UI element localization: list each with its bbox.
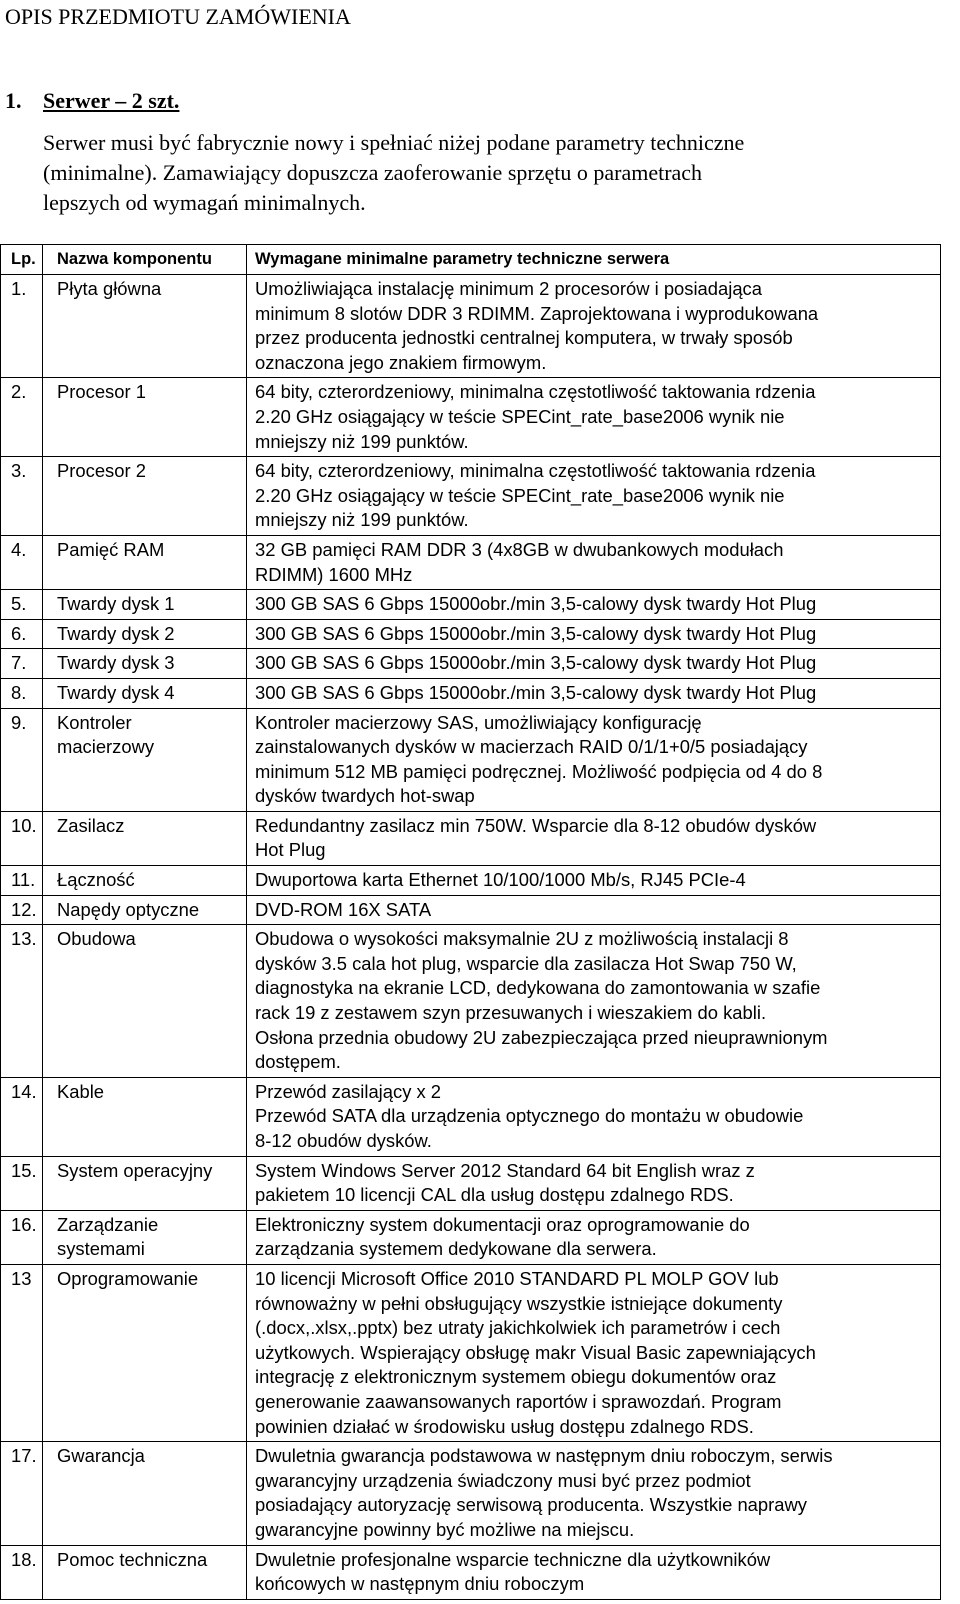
row-lp: 18. xyxy=(1,1545,43,1599)
requirement-line: końcowych w następnym dniu roboczym xyxy=(255,1573,585,1595)
component-name-line: Łączność xyxy=(57,869,135,891)
row-lp: 3. xyxy=(1,457,43,536)
requirement-line: zarządzania systemem dedykowane dla serwera. xyxy=(255,1238,657,1260)
component-name-line: Twardy dysk 4 xyxy=(57,681,175,703)
row-requirements xyxy=(247,925,941,1078)
intro-paragraph xyxy=(43,128,943,218)
requirement-line: mniejszy niż 199 punktów. xyxy=(255,430,469,452)
requirement-line: DVD-ROM 16X SATA xyxy=(255,898,432,920)
row-lp: 14. xyxy=(1,1077,43,1156)
component-name-line: Pamięć RAM xyxy=(57,538,165,560)
row-lp: 2. xyxy=(1,378,43,457)
row-requirements xyxy=(247,535,941,589)
row-lp: 4. xyxy=(1,535,43,589)
requirement-line: 300 GB SAS 6 Gbps 15000obr./min 3,5-calowy dysk twardy Hot Plug xyxy=(255,593,817,615)
requirement-line: rack 19 z zestawem szyn przesuwanych i wieszakiem do kabli. xyxy=(255,1002,767,1024)
component-name-line: macierzowy xyxy=(57,736,155,758)
requirement-line: dysków twardych hot-swap xyxy=(255,785,475,807)
row-lp: 9. xyxy=(1,708,43,811)
row-lp: 16. xyxy=(1,1210,43,1264)
row-component-name xyxy=(43,457,247,536)
table-row xyxy=(1,619,941,649)
table-row xyxy=(1,925,941,1078)
requirement-line: 300 GB SAS 6 Gbps 15000obr./min 3,5-calowy dysk twardy Hot Plug xyxy=(255,681,817,703)
header-lp: Lp. xyxy=(1,245,43,275)
requirement-line: dysków 3.5 cala hot plug, wsparcie dla zasilacza Hot Swap 750 W, xyxy=(255,952,797,974)
row-lp: 15. xyxy=(1,1156,43,1210)
table-row xyxy=(1,590,941,620)
row-lp: 13. xyxy=(1,925,43,1078)
intro-line: lepszych od wymagań minimalnych. xyxy=(43,190,366,215)
row-component-name xyxy=(43,378,247,457)
table-row xyxy=(1,1077,941,1156)
table-row xyxy=(1,457,941,536)
row-lp: 5. xyxy=(1,590,43,620)
requirement-line: minimum 8 slotów DDR 3 RDIMM. Zaprojektowana i wyprodukowana xyxy=(255,302,819,324)
row-component-name xyxy=(43,590,247,620)
component-name-line: Procesor 1 xyxy=(57,381,146,403)
row-component-name xyxy=(43,1545,247,1599)
row-requirements xyxy=(247,649,941,679)
row-component-name xyxy=(43,925,247,1078)
row-lp: 8. xyxy=(1,678,43,708)
row-requirements xyxy=(247,1442,941,1545)
row-requirements xyxy=(247,457,941,536)
table-row xyxy=(1,1210,941,1264)
table-row xyxy=(1,866,941,896)
row-component-name xyxy=(43,1210,247,1264)
requirement-line: 300 GB SAS 6 Gbps 15000obr./min 3,5-calowy dysk twardy Hot Plug xyxy=(255,622,817,644)
row-lp: 13 xyxy=(1,1264,43,1441)
header-name: Nazwa komponentu xyxy=(43,245,247,275)
requirement-line: równoważny w pełni obsługujący wszystkie istniejące dokumenty xyxy=(255,1292,783,1314)
row-component-name xyxy=(43,866,247,896)
row-requirements xyxy=(247,866,941,896)
table-row xyxy=(1,1264,941,1441)
requirement-line: 8-12 obudów dysków. xyxy=(255,1130,432,1151)
table-row xyxy=(1,1442,941,1545)
row-lp: 17. xyxy=(1,1442,43,1545)
section-heading xyxy=(5,86,179,116)
row-lp: 6. xyxy=(1,619,43,649)
requirement-line: minimum 512 MB pamięci podręcznej. Możliwość podpięcia od 4 do 8 xyxy=(255,760,823,782)
row-requirements xyxy=(247,590,941,620)
component-name-line: Oprogramowanie xyxy=(57,1267,199,1289)
requirement-line: (.docx,.xlsx,.pptx) bez utraty jakichkolwiek ich parametrów i cech xyxy=(255,1317,781,1339)
header-requirements: Wymagane minimalne parametry techniczne serwera xyxy=(247,245,941,275)
row-component-name xyxy=(43,275,247,378)
row-component-name xyxy=(43,1156,247,1210)
requirement-line: Umożliwiająca instalację minimum 2 procesorów i posiadająca xyxy=(255,278,762,299)
requirement-line: Dwuportowa karta Ethernet 10/100/1000 Mb/s, RJ45 PCIe-4 xyxy=(255,869,746,891)
row-component-name xyxy=(43,1264,247,1441)
row-component-name xyxy=(43,708,247,811)
row-component-name xyxy=(43,811,247,865)
row-requirements xyxy=(247,678,941,708)
component-name-line: System operacyjny xyxy=(57,1159,213,1181)
row-component-name xyxy=(43,1077,247,1156)
requirement-line: użytkowych. Wspierający obsługę makr Visual Basic zapewniających xyxy=(255,1341,816,1363)
requirement-line: Obudowa o wysokości maksymalnie 2U z możliwością instalacji 8 xyxy=(255,928,789,950)
component-name-line: Zasilacz xyxy=(57,814,125,836)
row-requirements xyxy=(247,1210,941,1264)
requirement-line: Przewód zasilający x 2 xyxy=(255,1080,442,1102)
requirement-line: generowanie zaawansowanych raportów i sprawozdań. Program xyxy=(255,1390,782,1412)
row-component-name xyxy=(43,649,247,679)
row-requirements xyxy=(247,1545,941,1599)
spec-table xyxy=(0,244,941,1600)
requirement-line: Kontroler macierzowy SAS, umożliwiający konfigurację xyxy=(255,711,702,733)
row-requirements xyxy=(247,1264,941,1441)
component-name-line: Kontroler xyxy=(57,711,132,733)
table-row xyxy=(1,1156,941,1210)
requirement-line: gwarancyjny urządzenia świadczony musi być przez podmiot xyxy=(255,1469,751,1491)
component-name-line: Napędy optyczne xyxy=(57,898,200,920)
row-requirements xyxy=(247,619,941,649)
table-row xyxy=(1,649,941,679)
requirement-line: Dwuletnie profesjonalne wsparcie techniczne dla użytkowników xyxy=(255,1548,771,1570)
section-number: 1. xyxy=(5,88,22,113)
table-body xyxy=(1,275,941,1600)
requirement-line: posiadający autoryzację serwisową producenta. Wszystkie naprawy xyxy=(255,1494,807,1516)
requirement-line: dostępem. xyxy=(255,1051,341,1073)
component-name-line: Płyta główna xyxy=(57,278,162,299)
requirement-line: mniejszy niż 199 punktów. xyxy=(255,509,469,531)
requirement-line: Osłona przednia obudowy 2U zabezpieczająca przed nieuprawnionym xyxy=(255,1026,828,1048)
section-title: Serwer – 2 szt. xyxy=(43,88,180,113)
requirement-line: 10 licencji Microsoft Office 2010 STANDARD PL MOLP GOV lub xyxy=(255,1267,779,1289)
intro-line: Serwer musi być fabrycznie nowy i spełniać niżej podane parametry techniczne xyxy=(43,130,745,155)
requirement-line: Redundantny zasilacz min 750W. Wsparcie dla 8-12 obudów dysków xyxy=(255,814,817,836)
table-row xyxy=(1,275,941,378)
row-component-name xyxy=(43,1442,247,1545)
requirement-line: Elektroniczny system dokumentacji oraz oprogramowanie do xyxy=(255,1213,750,1235)
document-title: OPIS PRZEDMIOTU ZAMÓWIENIA xyxy=(5,4,351,29)
requirement-line: oznaczona jego znakiem firmowym. xyxy=(255,351,547,373)
table-header-row xyxy=(1,245,941,275)
intro-line: (minimalne). Zamawiający dopuszcza zaoferowanie sprzętu o parametrach xyxy=(43,160,703,185)
component-name-line: Obudowa xyxy=(57,928,136,950)
requirement-line: 64 bity, czterordzeniowy, minimalna częstotliwość taktowania rdzenia xyxy=(255,381,816,403)
requirement-line: 300 GB SAS 6 Gbps 15000obr./min 3,5-calowy dysk twardy Hot Plug xyxy=(255,652,817,674)
row-requirements xyxy=(247,1077,941,1156)
row-component-name xyxy=(43,619,247,649)
requirement-line: integrację z elektronicznym systemem obiegu dokumentów oraz xyxy=(255,1366,777,1388)
requirement-line: System Windows Server 2012 Standard 64 bit English wraz z xyxy=(255,1159,755,1181)
table-row xyxy=(1,811,941,865)
requirement-line: Hot Plug xyxy=(255,839,326,861)
row-requirements xyxy=(247,378,941,457)
row-component-name xyxy=(43,535,247,589)
requirement-line: diagnostyka na ekranie LCD, dedykowana do zamontowania w szafie xyxy=(255,977,821,999)
requirement-line: RDIMM) 1600 MHz xyxy=(255,563,413,585)
component-name-line: Kable xyxy=(57,1080,105,1102)
requirement-line: 2.20 GHz osiągający w teście SPECint_rate_base2006 wynik nie xyxy=(255,484,785,506)
component-name-line: Twardy dysk 2 xyxy=(57,622,175,644)
requirement-line: gwarancyjne powinny być możliwe na miejscu. xyxy=(255,1518,635,1540)
requirement-line: przez producenta jednostki centralnej komputera, w trwały sposób xyxy=(255,327,793,349)
table-row xyxy=(1,535,941,589)
row-requirements xyxy=(247,1156,941,1210)
component-name-line: Procesor 2 xyxy=(57,460,146,482)
component-name-line: Twardy dysk 3 xyxy=(57,652,175,674)
requirement-line: Dwuletnia gwarancja podstawowa w następnym dniu roboczym, serwis xyxy=(255,1445,833,1467)
row-requirements xyxy=(247,275,941,378)
component-name-line: Pomoc techniczna xyxy=(57,1548,208,1570)
component-name-line: Gwarancja xyxy=(57,1445,145,1467)
requirement-line: zainstalowanych dysków w macierzach RAID 0/1/1+0/5 posiadający xyxy=(255,736,808,758)
component-name-line: Zarządzanie xyxy=(57,1213,159,1235)
row-requirements xyxy=(247,811,941,865)
row-lp: 7. xyxy=(1,649,43,679)
requirement-line: powinien działać w środowisku usług dostępu zdalnego RDS. xyxy=(255,1415,754,1437)
row-component-name xyxy=(43,895,247,925)
component-name-line: systemami xyxy=(57,1238,145,1260)
table-row xyxy=(1,708,941,811)
row-requirements xyxy=(247,895,941,925)
row-lp: 11. xyxy=(1,866,43,896)
row-requirements xyxy=(247,708,941,811)
table-row xyxy=(1,1545,941,1599)
requirement-line: 32 GB pamięci RAM DDR 3 (4x8GB w dwubankowych modułach xyxy=(255,538,784,560)
requirement-line: 64 bity, czterordzeniowy, minimalna częstotliwość taktowania rdzenia xyxy=(255,460,816,482)
table-row xyxy=(1,378,941,457)
row-component-name xyxy=(43,678,247,708)
requirement-line: Przewód SATA dla urządzenia optycznego do montażu w obudowie xyxy=(255,1105,804,1127)
table-row xyxy=(1,678,941,708)
requirement-line: pakietem 10 licencji CAL dla usług dostępu zdalnego RDS. xyxy=(255,1184,734,1206)
component-name-line: Twardy dysk 1 xyxy=(57,593,175,615)
row-lp: 10. xyxy=(1,811,43,865)
row-lp: 12. xyxy=(1,895,43,925)
table-row xyxy=(1,895,941,925)
requirement-line: 2.20 GHz osiągający w teście SPECint_rate_base2006 wynik nie xyxy=(255,405,785,427)
row-lp: 1. xyxy=(1,275,43,378)
